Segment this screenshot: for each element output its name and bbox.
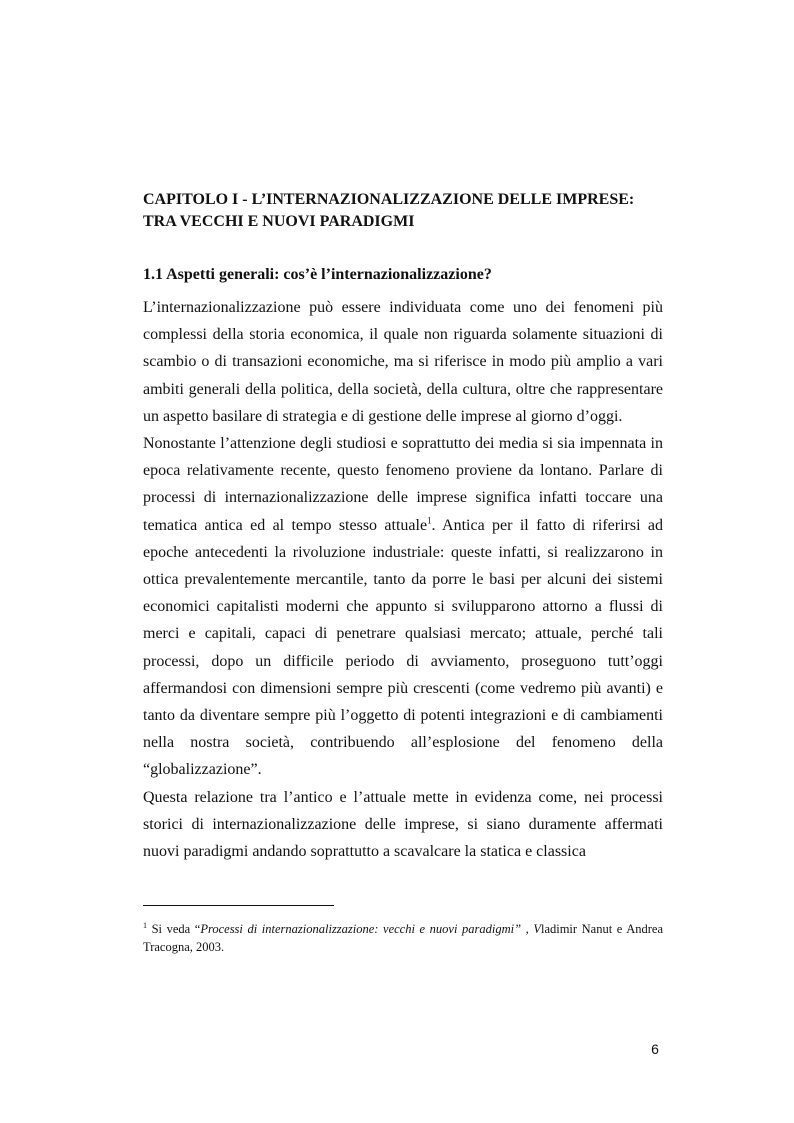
footnote-cited-title: Processi di internazionalizzazione: vecchi e nuovi paradigmi (200, 922, 515, 936)
chapter-title-line-1: CAPITOLO I - L’INTERNAZIONALIZZAZIONE DELLE IMPRESE: (143, 191, 635, 208)
footnote-number: 1 (143, 920, 147, 930)
page-number: 6 (651, 1041, 659, 1057)
footnote-prefix: Si veda “ (147, 922, 201, 936)
footnote-separator (143, 905, 334, 906)
paragraph-2-text-a: Nonostante l’attenzione degli studiosi e soprattutto dei media si sia impennata in epoca relativamente recente, questo fenomeno proviene da lontano. Parlare di processi di internazionalizzazione delle imprese significa infatti toccare una tematica antica ed al tempo stesso attuale (143, 435, 663, 534)
footnote-reference[interactable]: 1 (427, 515, 432, 526)
section-heading: 1.1 Aspetti generali: cos’è l’internazionalizzazione? (143, 266, 492, 283)
footnote-authors: ladimir Nanut e Andrea Tracogna, 2003. (143, 922, 663, 954)
paragraph-2 (143, 430, 663, 784)
chapter-title (143, 189, 663, 233)
footnote-suffix: ” , V (514, 922, 541, 936)
chapter-title-line-2: TRA VECCHI E NUOVI PARADIGMI (143, 213, 415, 230)
paragraph-1: L’internazionalizzazione può essere individuata come uno dei fenomeni più complessi della storia economica, il quale non riguarda solamente situazioni di scambio o di transazioni economiche, ma si riferisce in modo più amplio a vari ambiti generali della politica, della società, della cultura, oltre che rappresentare un aspetto basilare di strategia e di gestione delle imprese al giorno d’oggi. (143, 299, 663, 425)
footnote (143, 920, 663, 956)
paragraph-3: Questa relazione tra l’antico e l’attuale mette in evidenza come, nei processi storici di internazionalizzazione delle imprese, si siano duramente affermati nuovi paradigmi andando soprattutto a scavalcare la statica e classica (143, 788, 663, 861)
paragraph-2-text-b: . Antica per il fatto di riferirsi ad epoche antecedenti la rivoluzione industriale: queste infatti, si realizzarono in ottica prevalentemente mercantile, tanto da porre le basi per alcuni dei sistemi economici capitalisti moderni che appunto si svilupparono attorno a flussi di merci e capitali, capaci di penetrare qualsiasi mercato; attuale, perché tali processi, dopo un difficile periodo di avviamento, proseguono tutt’oggi affermandosi con dimensioni sempre più crescenti (come vedremo più avanti) e tanto da diventare sempre più l’oggetto di potenti integrazioni e di cambiamenti nella nostra società, contribuendo all’esplosione del fenomeno della “globalizzazione”. (143, 516, 663, 779)
body-text (143, 294, 663, 865)
